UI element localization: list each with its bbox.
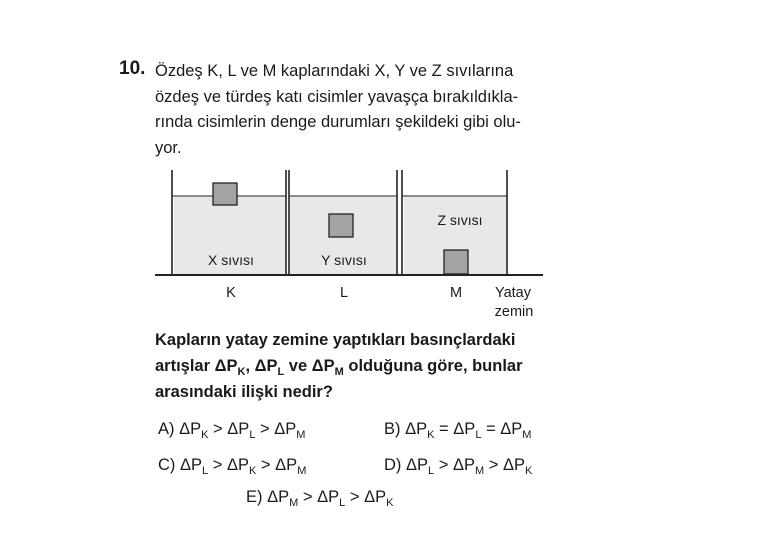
block-m: [444, 250, 468, 274]
container-l-label: L: [339, 285, 349, 301]
option-c[interactable]: C) $\Delta P_L > \Delta P_K > \Delta P_M$: [158, 456, 307, 477]
question-prompt: [155, 327, 523, 405]
ground-label-line2: zemin: [494, 304, 534, 320]
option-e[interactable]: E) $\Delta P_M > \Delta P_L > \Delta P_K$: [246, 488, 394, 509]
block-k: [213, 183, 237, 205]
stem-line-4: yor.: [155, 138, 182, 157]
prompt-line-3: arasındaki ilişki nedir?: [155, 383, 333, 401]
prompt-line-1: Kapların yatay zemine yaptıkları basınçlardaki: [155, 331, 516, 349]
block-l: [329, 214, 353, 237]
prompt-line-2: artışlar $\Delta P_K$, $\Delta P_L$ ve $\Delta P_M$ olduğuna göre, bunlar: [155, 357, 523, 378]
z-liquid-label: Z sıvısı: [437, 212, 483, 228]
x-liquid-label: X sıvısı: [208, 252, 254, 268]
option-d[interactable]: D) $\Delta P_L > \Delta P_M > \Delta P_K$: [384, 456, 533, 477]
option-b[interactable]: B) $\Delta P_K = \Delta P_L = \Delta P_M$: [384, 420, 532, 441]
y-liquid-label: Y sıvısı: [321, 252, 367, 268]
question-number: 10.: [119, 58, 146, 79]
container-k-label: K: [226, 285, 236, 301]
stem-line-2: özdeş ve türdeş katı cisimler yavaşça bırakıldıkla-: [155, 87, 519, 106]
option-a[interactable]: A) $\Delta P_K > \Delta P_L > \Delta P_M$: [158, 420, 306, 441]
stem-line-1: Özdeş K, L ve M kaplarındaki X, Y ve Z sıvılarına: [155, 62, 514, 80]
container-m-label: M: [449, 285, 463, 301]
ground-label-line1: Yatay: [494, 285, 532, 301]
stem-line-3: rında cisimlerin denge durumları şekildeki gibi olu-: [155, 113, 521, 131]
